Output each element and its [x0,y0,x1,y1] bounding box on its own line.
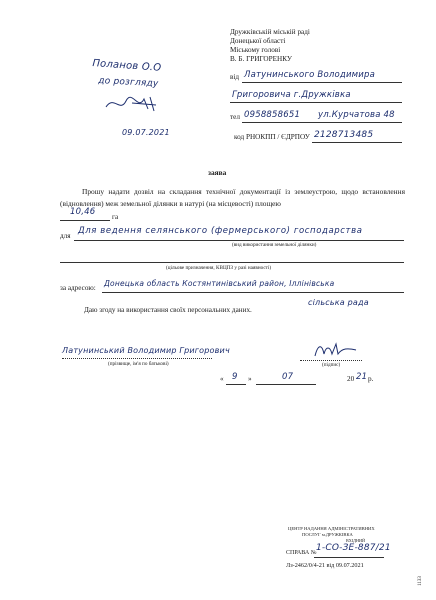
date-year: 21 [356,372,368,382]
from-line [242,82,402,83]
year-prefix: 20 [347,375,355,383]
quote-open: « [220,375,224,383]
stamp-line-1: ЦЕНТР НАДАННЯ АДМІНІСТРАТИВНИХ [288,526,375,531]
name-note: (прізвище, ім'я по батькові) [108,361,169,367]
stamp-registration: Лз-2462/0/4-21 від 09.07.2021 [286,562,364,569]
document-title: заява [208,168,227,177]
year-suffix-mark: р. [368,375,374,383]
applicant-surname: Латунинського Володимира [244,70,376,80]
addressee-line-1: Дружківській міській раді [230,28,310,36]
signer-name-line [62,358,212,359]
addressee-line-2: Донецької області [230,37,286,45]
area-line [60,220,110,221]
registration-stamp [286,526,391,576]
use-line [74,240,404,241]
for-label: для [60,232,71,240]
sign-note: (підпис) [322,362,341,368]
quote-close: » [248,375,252,383]
stamp-line-2: ПОСЛУГ м.ДРУЖКІВКА [302,532,353,537]
rnokpp-label: код РНОКПП / ЄДРПОУ [234,133,310,141]
land-use: Для ведення селянського (фермерського) господарства [78,226,363,236]
address-line [102,292,404,293]
from-label: від [230,73,240,81]
stamp-case-number: 1-СО-ЗЕ-887/21 [316,543,391,553]
applicant-phone: 0958858651 [244,110,301,120]
signature-line [300,360,362,361]
resolution-note: до розгляду [98,76,159,90]
signer-name: Латунинський Володимир Григорович [62,346,230,355]
purpose-note: (цільове призначення, КВЦПЗ у разі наявності) [166,265,272,271]
stamp-case-line [314,557,384,558]
tel-label: тел [230,113,240,121]
addressee-line-3: Міському голові [230,46,281,54]
applicant-signature-icon [312,340,360,360]
date-day: 9 [232,372,238,382]
from-line-2 [230,102,402,103]
addressee-line-4: В. Б. ГРИГОРЕНКУ [230,55,292,63]
area-value: 10,46 [70,207,96,217]
address-line-1: Донецька область Костянтинівський район, Іллінівська [104,279,335,288]
month-line [256,384,316,385]
consent-text: Даю згоду на використання своїх персональних даних. [84,306,252,314]
stamp-line-3: ВХІДНИЙ [346,538,366,543]
purpose-line [60,262,404,263]
tel-line [242,122,402,123]
resolution-signature-icon [104,93,164,115]
applicant-street: ул.Курчатова 48 [318,110,395,120]
request-text: Прошу надати дозвіл на складання технічної документації із землеустрою, щодо встановлення (відновлення) меж земельної ділянки в натурі (на місцевості) площею [60,187,405,208]
address-line-2: сільська рада [308,298,369,307]
day-line [226,384,246,385]
stamp-case-label: СПРАВА № [286,550,317,556]
stamp-side-code: 1133 [417,576,423,586]
address-label: за адресою: [60,284,96,292]
applicant-patronymic: Григоровича г.Дружківка [232,90,351,100]
date-month: 07 [282,372,294,382]
applicant-rnokpp: 2128713485 [314,130,374,140]
resolution-date: 09.07.2021 [122,128,170,137]
resolution-name: Поланов О.О [92,58,162,74]
use-note: (вид використання земельної ділянки) [232,242,317,248]
area-unit: га [112,213,119,221]
rnokpp-line [312,142,402,143]
